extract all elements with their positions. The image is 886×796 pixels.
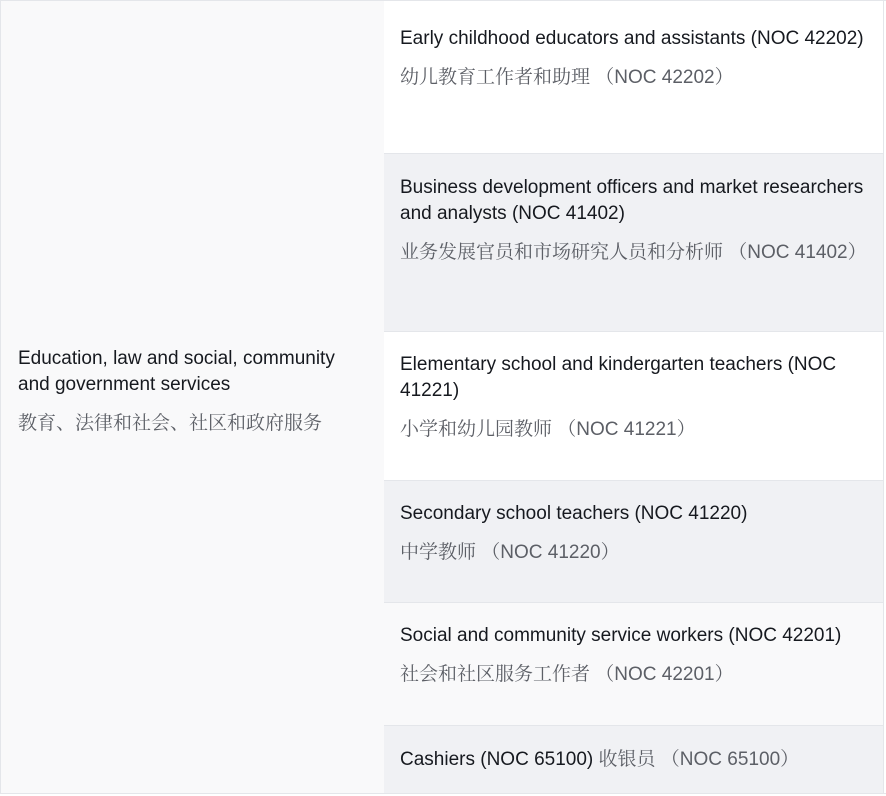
occupation-line [400,747,867,773]
occupation-label-zh: 中学教师 （NOC 41220） [400,542,620,563]
table-right-border [883,1,884,793]
occupation-label-en: Early childhood educators and assistants (NOC 42202) [400,28,864,49]
occupation-row [384,726,883,793]
category-label-block [18,346,363,438]
occupation-label-zh: 小学和幼儿园教师 （NOC 41221） [400,419,696,440]
occupation-label-en: Social and community service workers (NOC 42201) [400,625,842,646]
occupation-label-en: Secondary school teachers (NOC 41220) [400,503,748,524]
occupation-label-zh: 业务发展官员和市场研究人员和分析师 （NOC 41402） [400,242,867,263]
occupation-row [384,603,883,726]
category-cell [0,1,384,793]
occupation-label-zh: 社会和社区服务工作者 （NOC 42201） [400,664,734,685]
occupation-label-en: Elementary school and kindergarten teachers (NOC 41221) [400,354,837,401]
occupation-row [384,1,883,154]
category-label-zh: 教育、法律和社会、社区和政府服务 [18,413,323,434]
occupation-label-zh: 收银员 （NOC 65100） [598,749,800,770]
table-bottom-border [0,793,886,794]
occupation-row [384,481,883,603]
occupation-list [384,1,883,793]
category-label-en: Education, law and social, community and government services [18,348,335,395]
occupation-row [384,332,883,481]
occupation-label-en: Cashiers (NOC 65100) [400,749,594,770]
occupation-label-zh: 幼儿教育工作者和助理 （NOC 42202） [400,67,734,88]
occupation-row [384,154,883,332]
occupation-label-en: Business development officers and market researchers and analysts (NOC 41402) [400,177,864,224]
